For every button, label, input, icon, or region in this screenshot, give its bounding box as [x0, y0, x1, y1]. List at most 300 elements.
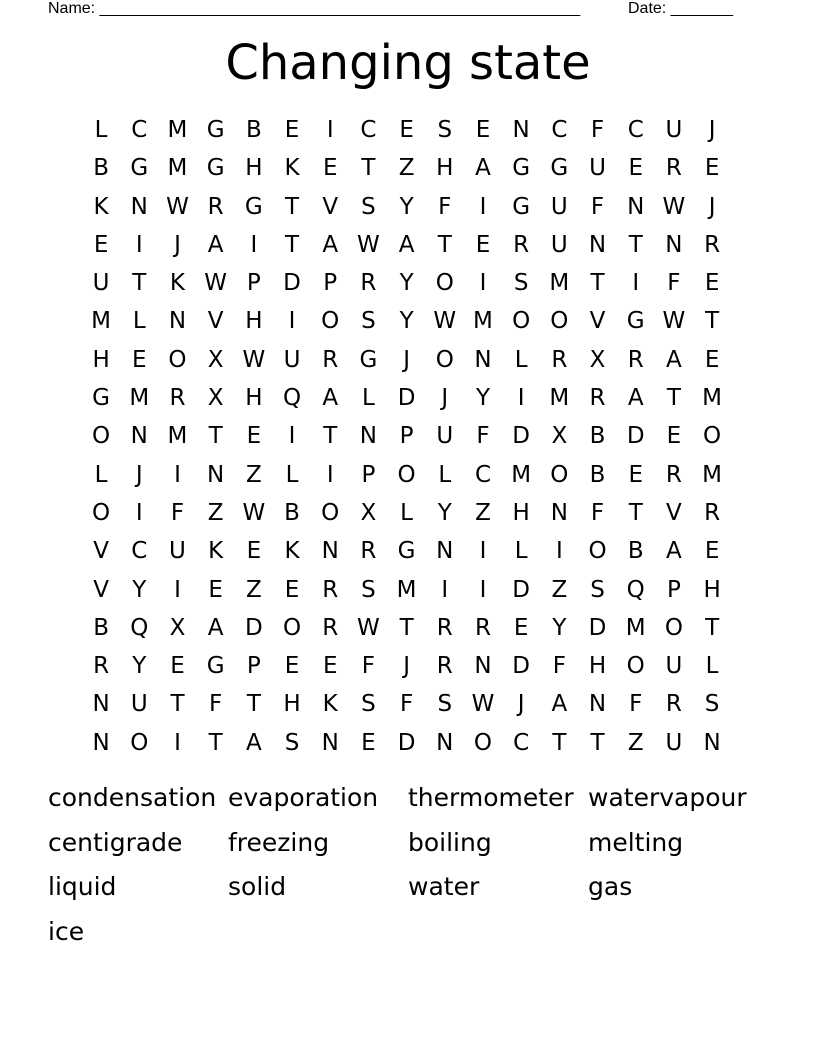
grid-letter: F [476, 423, 490, 450]
grid-letter: R [589, 385, 606, 412]
grid-letter: Q [626, 576, 645, 603]
grid-letter: T [208, 423, 223, 450]
grid-letter: Q [130, 614, 149, 641]
grid-letter: N [168, 308, 187, 335]
grid-letter: N [207, 461, 225, 488]
grid-letter: I [326, 117, 334, 143]
grid-row [82, 264, 732, 302]
grid-letter: Y [132, 653, 147, 680]
grid-letter: D [397, 385, 416, 412]
grid-letter: G [206, 117, 225, 143]
grid-letter: C [474, 461, 491, 488]
grid-letter: D [397, 729, 416, 756]
grid-letter: U [550, 231, 568, 258]
grid-letter: C [131, 117, 148, 143]
grid-letter: L [514, 538, 528, 565]
grid-letter: A [322, 385, 339, 412]
grid-letter: W [242, 346, 266, 373]
grid-row [82, 532, 732, 570]
grid-letter: I [479, 270, 487, 297]
grid-letter: R [207, 193, 224, 220]
grid-letter: C [513, 729, 530, 756]
grid-letter: T [285, 231, 300, 258]
grid-letter: T [285, 193, 300, 220]
grid-letter: E [704, 155, 720, 182]
grid-letter: P [323, 270, 338, 297]
grid-letter: E [399, 117, 414, 143]
grid-letter: Y [132, 576, 147, 603]
grid-letter: E [284, 576, 300, 603]
grid-letter: U [665, 653, 683, 680]
grid-letter: G [512, 193, 531, 220]
word-list-item: liquid [48, 872, 117, 901]
word-list-item: thermometer [408, 783, 574, 812]
word-list-item: condensation [48, 783, 217, 812]
word-list-item: boiling [408, 827, 492, 857]
grid-letter: P [399, 423, 414, 450]
grid-letter: E [170, 653, 185, 680]
grid-letter: N [130, 423, 148, 450]
word-list-row [48, 780, 768, 825]
grid-letter: E [322, 653, 338, 680]
grid-letter: E [704, 346, 720, 373]
grid-letter: U [283, 346, 301, 373]
grid-row [82, 647, 732, 685]
grid-letter: R [436, 614, 453, 641]
grid-letter: A [398, 231, 415, 258]
grid-letter: M [167, 117, 188, 143]
grid-letter: N [321, 538, 339, 565]
grid-letter: P [666, 576, 681, 603]
grid-letter: F [590, 499, 605, 526]
grid-letter: S [437, 117, 453, 143]
grid-letter: I [326, 461, 334, 488]
grid-row [82, 417, 732, 455]
grid-letter: I [174, 576, 181, 603]
grid-letter: E [284, 117, 300, 143]
grid-letter: E [704, 538, 720, 565]
grid-letter: O [92, 423, 111, 450]
grid-letter: T [590, 270, 605, 297]
grid-letter: X [551, 423, 568, 450]
grid-letter: G [206, 155, 225, 182]
grid-letter: U [169, 538, 186, 565]
grid-letter: C [551, 117, 568, 143]
grid-letter: T [323, 423, 338, 450]
grid-letter: S [437, 691, 453, 718]
grid-letter: H [245, 155, 263, 182]
grid-letter: S [361, 691, 376, 718]
grid-letter: R [551, 346, 568, 373]
grid-letter: U [130, 691, 148, 718]
grid-letter: N [321, 729, 339, 756]
grid-letter: M [129, 385, 150, 412]
grid-letter: D [244, 614, 263, 641]
grid-letter: Y [475, 385, 490, 412]
grid-letter: M [473, 308, 493, 335]
grid-letter: M [549, 270, 570, 297]
grid-letter: L [400, 499, 413, 526]
grid-letter: F [170, 499, 185, 526]
grid-letter: N [436, 538, 454, 565]
grid-letter: R [665, 691, 682, 718]
grid-letter: T [361, 155, 376, 182]
grid-letter: R [322, 576, 339, 603]
grid-letter: Z [551, 576, 568, 603]
grid-letter: G [244, 193, 263, 220]
grid-letter: R [93, 653, 110, 680]
grid-letter: S [361, 308, 376, 335]
grid-row [82, 302, 732, 340]
grid-letter: D [588, 614, 607, 641]
grid-letter: G [397, 538, 416, 565]
grid-letter: E [246, 538, 262, 565]
grid-letter: G [206, 653, 225, 680]
grid-letter: S [704, 691, 720, 718]
grid-letter: N [627, 193, 645, 220]
grid-letter: R [627, 346, 644, 373]
grid-letter: H [283, 691, 301, 718]
grid-letter: B [284, 499, 300, 526]
grid-letter: B [245, 117, 262, 143]
grid-letter: S [361, 576, 376, 603]
grid-letter: H [245, 308, 263, 335]
grid-letter: F [552, 653, 566, 680]
grid-letter: F [590, 193, 605, 220]
grid-letter: N [92, 691, 110, 718]
grid-letter: K [208, 538, 224, 565]
grid-letter: W [433, 308, 457, 335]
grid-letter: O [130, 729, 149, 756]
grid-letter: N [703, 729, 721, 756]
grid-letter: I [441, 576, 449, 603]
grid-letter: L [705, 653, 719, 680]
grid-letter: E [704, 270, 720, 297]
grid-letter: H [703, 576, 721, 603]
grid-letter: V [93, 538, 109, 565]
grid-letter: S [284, 729, 300, 756]
grid-letter: J [174, 231, 181, 258]
grid-letter: I [135, 231, 143, 258]
grid-letter: M [549, 385, 570, 412]
grid-letter: E [361, 729, 376, 756]
word-list-item: ice [48, 916, 85, 946]
grid-letter: O [664, 614, 683, 641]
grid-row [82, 685, 732, 723]
grid-letter: V [207, 308, 224, 335]
grid-letter: T [628, 231, 643, 258]
grid-letter: S [590, 576, 605, 603]
grid-letter: Z [245, 576, 262, 603]
grid-letter: E [475, 117, 491, 143]
grid-letter: I [632, 270, 640, 297]
grid-letter: X [589, 346, 606, 373]
grid-letter: P [361, 461, 376, 488]
grid-letter: C [627, 117, 644, 143]
grid-letter: I [479, 193, 487, 220]
grid-letter: X [207, 385, 224, 412]
grid-letter: D [512, 423, 531, 450]
grid-letter: F [667, 270, 681, 297]
grid-letter: U [436, 423, 454, 450]
grid-row [82, 341, 732, 379]
grid-row [82, 724, 732, 762]
grid-letter: D [512, 653, 531, 680]
grid-letter: U [665, 117, 683, 143]
grid-letter: L [94, 461, 108, 488]
grid-letter: Z [475, 499, 491, 526]
word-list-item: melting [588, 827, 684, 857]
grid-letter: O [550, 308, 569, 335]
page-title: Changing state [225, 35, 591, 91]
grid-letter: B [589, 423, 606, 450]
grid-letter: L [514, 346, 528, 373]
grid-letter: I [517, 385, 525, 412]
grid-letter: L [438, 461, 452, 488]
grid-letter: T [628, 499, 643, 526]
grid-letter: T [590, 729, 605, 756]
grid-letter: Q [282, 385, 302, 412]
grid-letter: U [665, 729, 683, 756]
grid-letter: U [550, 193, 568, 220]
grid-letter: J [403, 653, 410, 680]
grid-letter: B [93, 155, 109, 182]
word-list-item: watervapour [588, 783, 747, 812]
grid-row [82, 188, 732, 226]
grid-letter: Y [399, 270, 414, 297]
grid-letter: W [662, 193, 686, 220]
word-list-row [48, 869, 768, 914]
name-field: Name: ______________________________________________________ [48, 0, 581, 17]
grid-letter: J [708, 193, 716, 220]
grid-letter: O [282, 614, 302, 641]
grid-row [82, 609, 732, 647]
grid-letter: I [250, 231, 258, 258]
grid-row [82, 571, 732, 609]
grid-letter: A [475, 155, 491, 182]
grid-letter: E [246, 423, 262, 450]
grid-letter: E [132, 346, 147, 373]
grid-letter: E [208, 576, 223, 603]
grid-letter: R [436, 653, 453, 680]
grid-letter: Z [627, 729, 644, 756]
grid-letter: F [629, 691, 643, 718]
grid-letter: L [361, 385, 375, 412]
grid-letter: N [550, 499, 568, 526]
grid-letter: G [92, 385, 110, 412]
grid-letter: D [283, 270, 301, 297]
grid-letter: A [666, 346, 682, 373]
grid-row [82, 379, 732, 417]
grid-letter: H [512, 499, 530, 526]
grid-letter: U [92, 270, 110, 297]
grid-letter: F [590, 117, 605, 143]
grid-letter: S [361, 193, 376, 220]
grid-letter: T [552, 729, 567, 756]
grid-letter: Y [552, 614, 567, 641]
grid-letter: O [397, 461, 416, 488]
grid-letter: O [435, 346, 454, 373]
grid-letter: S [513, 270, 529, 297]
grid-letter: F [438, 193, 452, 220]
grid-letter: L [94, 117, 108, 143]
grid-letter: W [242, 499, 266, 526]
grid-letter: Z [207, 499, 224, 526]
word-list-item: evaporation [228, 783, 379, 812]
grid-letter: R [665, 461, 682, 488]
grid-letter: R [704, 231, 721, 258]
grid-letter: G [359, 346, 378, 373]
grid-letter: F [209, 691, 223, 718]
grid-letter: I [174, 729, 181, 756]
grid-letter: C [360, 117, 377, 143]
grid-letter: H [92, 346, 110, 373]
grid-letter: W [357, 614, 380, 641]
grid-letter: Z [398, 155, 415, 182]
grid-letter: X [169, 614, 186, 641]
grid-letter: J [708, 117, 716, 143]
grid-letter: J [403, 346, 410, 373]
grid-letter: R [322, 614, 339, 641]
grid-letter: M [702, 385, 723, 412]
grid-letter: Y [437, 499, 452, 526]
grid-letter: A [322, 231, 339, 258]
grid-letter: B [589, 461, 606, 488]
grid-letter: M [91, 308, 112, 335]
grid-letter: K [284, 538, 300, 565]
grid-letter: M [167, 155, 188, 182]
grid-letter: V [589, 308, 606, 335]
word-list-item: centigrade [48, 827, 183, 857]
grid-letter: K [284, 155, 300, 182]
grid-letter: P [246, 653, 261, 680]
grid-letter: Y [399, 308, 414, 335]
grid-letter: E [322, 155, 338, 182]
grid-letter: O [588, 538, 607, 565]
grid-letter: M [396, 576, 417, 603]
grid-letter: H [245, 385, 263, 412]
grid-letter: A [207, 614, 224, 641]
grid-letter: J [517, 691, 525, 718]
grid-letter: O [703, 423, 722, 450]
grid-letter: B [93, 614, 109, 641]
grid-letter: L [285, 461, 299, 488]
word-list-item: water [408, 872, 480, 901]
grid-letter: R [665, 155, 682, 182]
grid-letter: O [473, 729, 493, 756]
grid-letter: X [360, 499, 377, 526]
grid-letter: R [513, 231, 530, 258]
grid-letter: T [705, 308, 720, 335]
grid-letter: E [628, 155, 643, 182]
word-list [48, 780, 768, 958]
grid-letter: T [246, 691, 261, 718]
grid-letter: M [702, 461, 723, 488]
grid-letter: V [666, 499, 682, 526]
grid-letter: K [322, 691, 338, 718]
grid-letter: M [625, 614, 646, 641]
grid-letter: G [626, 308, 645, 335]
grid-letter: J [441, 385, 449, 412]
grid-letter: M [167, 423, 188, 450]
grid-letter: N [588, 691, 607, 718]
word-list-row [48, 825, 768, 870]
grid-letter: M [511, 461, 532, 488]
grid-letter: F [361, 653, 376, 680]
grid-letter: I [479, 576, 487, 603]
grid-letter: X [207, 346, 224, 373]
grid-letter: R [704, 499, 721, 526]
grid-letter: O [92, 499, 111, 526]
grid-letter: R [360, 538, 377, 565]
grid-letter: E [284, 653, 300, 680]
grid-letter: T [705, 614, 720, 641]
grid-letter: A [551, 691, 568, 718]
grid-letter: I [288, 423, 296, 450]
grid-letter: D [512, 576, 531, 603]
grid-letter: O [321, 308, 340, 335]
grid-letter: R [169, 385, 186, 412]
grid-letter: W [357, 231, 380, 258]
grid-letter: W [471, 691, 495, 718]
grid-letter: A [627, 385, 644, 412]
grid-letter: N [474, 346, 492, 373]
grid-letter: N [130, 193, 148, 220]
grid-letter: R [474, 614, 491, 641]
grid-letter: T [208, 729, 223, 756]
grid-letter: O [626, 653, 645, 680]
grid-letter: N [665, 231, 683, 258]
grid-letter: E [475, 231, 491, 258]
grid-letter: N [436, 729, 454, 756]
grid-letter: W [204, 270, 228, 297]
grid-letter: N [588, 231, 607, 258]
grid-letter: A [207, 231, 224, 258]
grid-row [82, 149, 732, 187]
grid-letter: T [132, 270, 147, 297]
grid-letter: F [399, 691, 414, 718]
grid-letter: E [666, 423, 682, 450]
grid-letter: A [245, 729, 262, 756]
grid-letter: J [135, 461, 143, 488]
letter-grid [82, 111, 732, 762]
grid-letter: W [662, 308, 686, 335]
header [48, 0, 748, 20]
grid-row [82, 456, 732, 494]
grid-letter: G [130, 155, 149, 182]
grid-letter: L [132, 308, 146, 335]
word-list-item: freezing [228, 827, 330, 857]
grid-letter: I [135, 499, 143, 526]
grid-letter: O [512, 308, 531, 335]
grid-row [82, 226, 732, 264]
grid-letter: K [169, 270, 186, 297]
grid-letter: E [513, 614, 529, 641]
grid-letter: E [628, 461, 643, 488]
grid-letter: I [174, 461, 181, 488]
grid-letter: O [168, 346, 187, 373]
grid-letter: B [627, 538, 644, 565]
date-field: Date: _______ [628, 0, 733, 17]
grid-letter: P [246, 270, 261, 297]
grid-letter: I [288, 308, 296, 335]
grid-letter: V [322, 193, 339, 220]
grid-letter: O [435, 270, 454, 297]
grid-letter: T [170, 691, 185, 718]
word-list-item: gas [588, 872, 633, 901]
grid-letter: N [92, 729, 110, 756]
grid-row [82, 494, 732, 532]
